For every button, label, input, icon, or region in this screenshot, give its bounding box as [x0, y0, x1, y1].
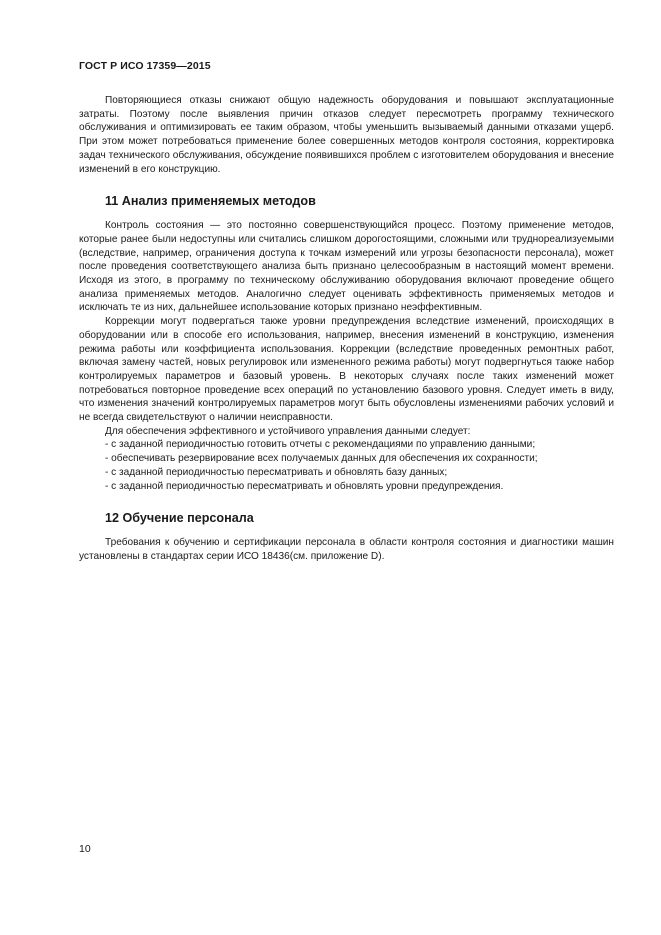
page-number: 10: [79, 843, 91, 855]
section-11-heading: 11 Анализ применяемых методов: [105, 194, 316, 209]
document-body: [79, 94, 614, 564]
list-item: - с заданной периодичностью готовить отчеты с рекомендациями по управлению данными;: [105, 438, 614, 452]
intro-paragraph: Повторяющиеся отказы снижают общую надежность оборудования и повышают эксплуатационные затраты. Поэтому после выявления причин отказов следует пересмотреть программу технического обслуживания и оптимизировать ее таким образом, чтобы уменьшить вызываемый данными отказами ущерб. При этом может потребоваться применение более совершенных методов контроля состояния, корректировка задач технического обслуживания, обсуждение появившихся проблем с изготовителем оборудования и внесение изменений в его конструкцию.: [79, 95, 614, 175]
section-11-list-intro: Для обеспечения эффективного и устойчивого управления данными следует:: [105, 425, 471, 437]
list-item: - с заданной периодичностью пересматривать и обновлять базу данных;: [105, 466, 614, 480]
list-item: - обеспечивать резервирование всех получаемых данных для обеспечения их сохранности;: [105, 452, 614, 466]
list-item: - с заданной периодичностью пересматривать и обновлять уровни предупреждения.: [105, 480, 614, 494]
section-11-paragraph-1: Контроль состояния — это постоянно совершенствующийся процесс. Поэтому применение методов, которые ранее были недоступны или считались слишком дорогостоящими, сложными или труднореализуемыми (вследствие, например, ограничения доступа к точкам измерений или угрозы безопасности персонала), может после проведения соответствующего анализа быть признано целесообразным в настоящий момент времени. Исходя из этого, в программу по техническому обслуживанию оборудования включают проведение общего анализа применяемых методов. Аналогично следует оценивать эффективность применяемых методов и исключать те из них, дальнейшее использование которых признано неэффективным.: [79, 220, 614, 314]
document-header: ГОСТ Р ИСО 17359—2015: [79, 60, 211, 72]
section-12-paragraph: Требования к обучению и сертификации персонала в области контроля состояния и диагностики машин установлены в стандартах серии ИСО 18436(см. приложение D).: [79, 537, 614, 562]
data-management-list: [79, 438, 614, 493]
section-11-paragraph-2: Коррекции могут подвергаться также уровни предупреждения вследствие изменений, происходящих в оборудовании или в способе его использования, например, внесения изменений в конструкцию, изменения режима работы или коэффициента использования. Коррекции (вследствие проведенных ремонтных работ, включая замену частей, новых регулировок или измененного режима работы) могут подвергнуться также набор контролируемых параметров и базовый уровень. В некоторых случаях после таких изменений может потребоваться повторное проведение всех операций по установлению базового уровня. Следует иметь в виду, что изменения значений контролируемых параметров могут быть обусловлены изменениями рабочих условий и не всегда свидетельствуют о наличии неисправности.: [79, 316, 614, 424]
section-12-heading: 12 Обучение персонала: [105, 511, 254, 526]
